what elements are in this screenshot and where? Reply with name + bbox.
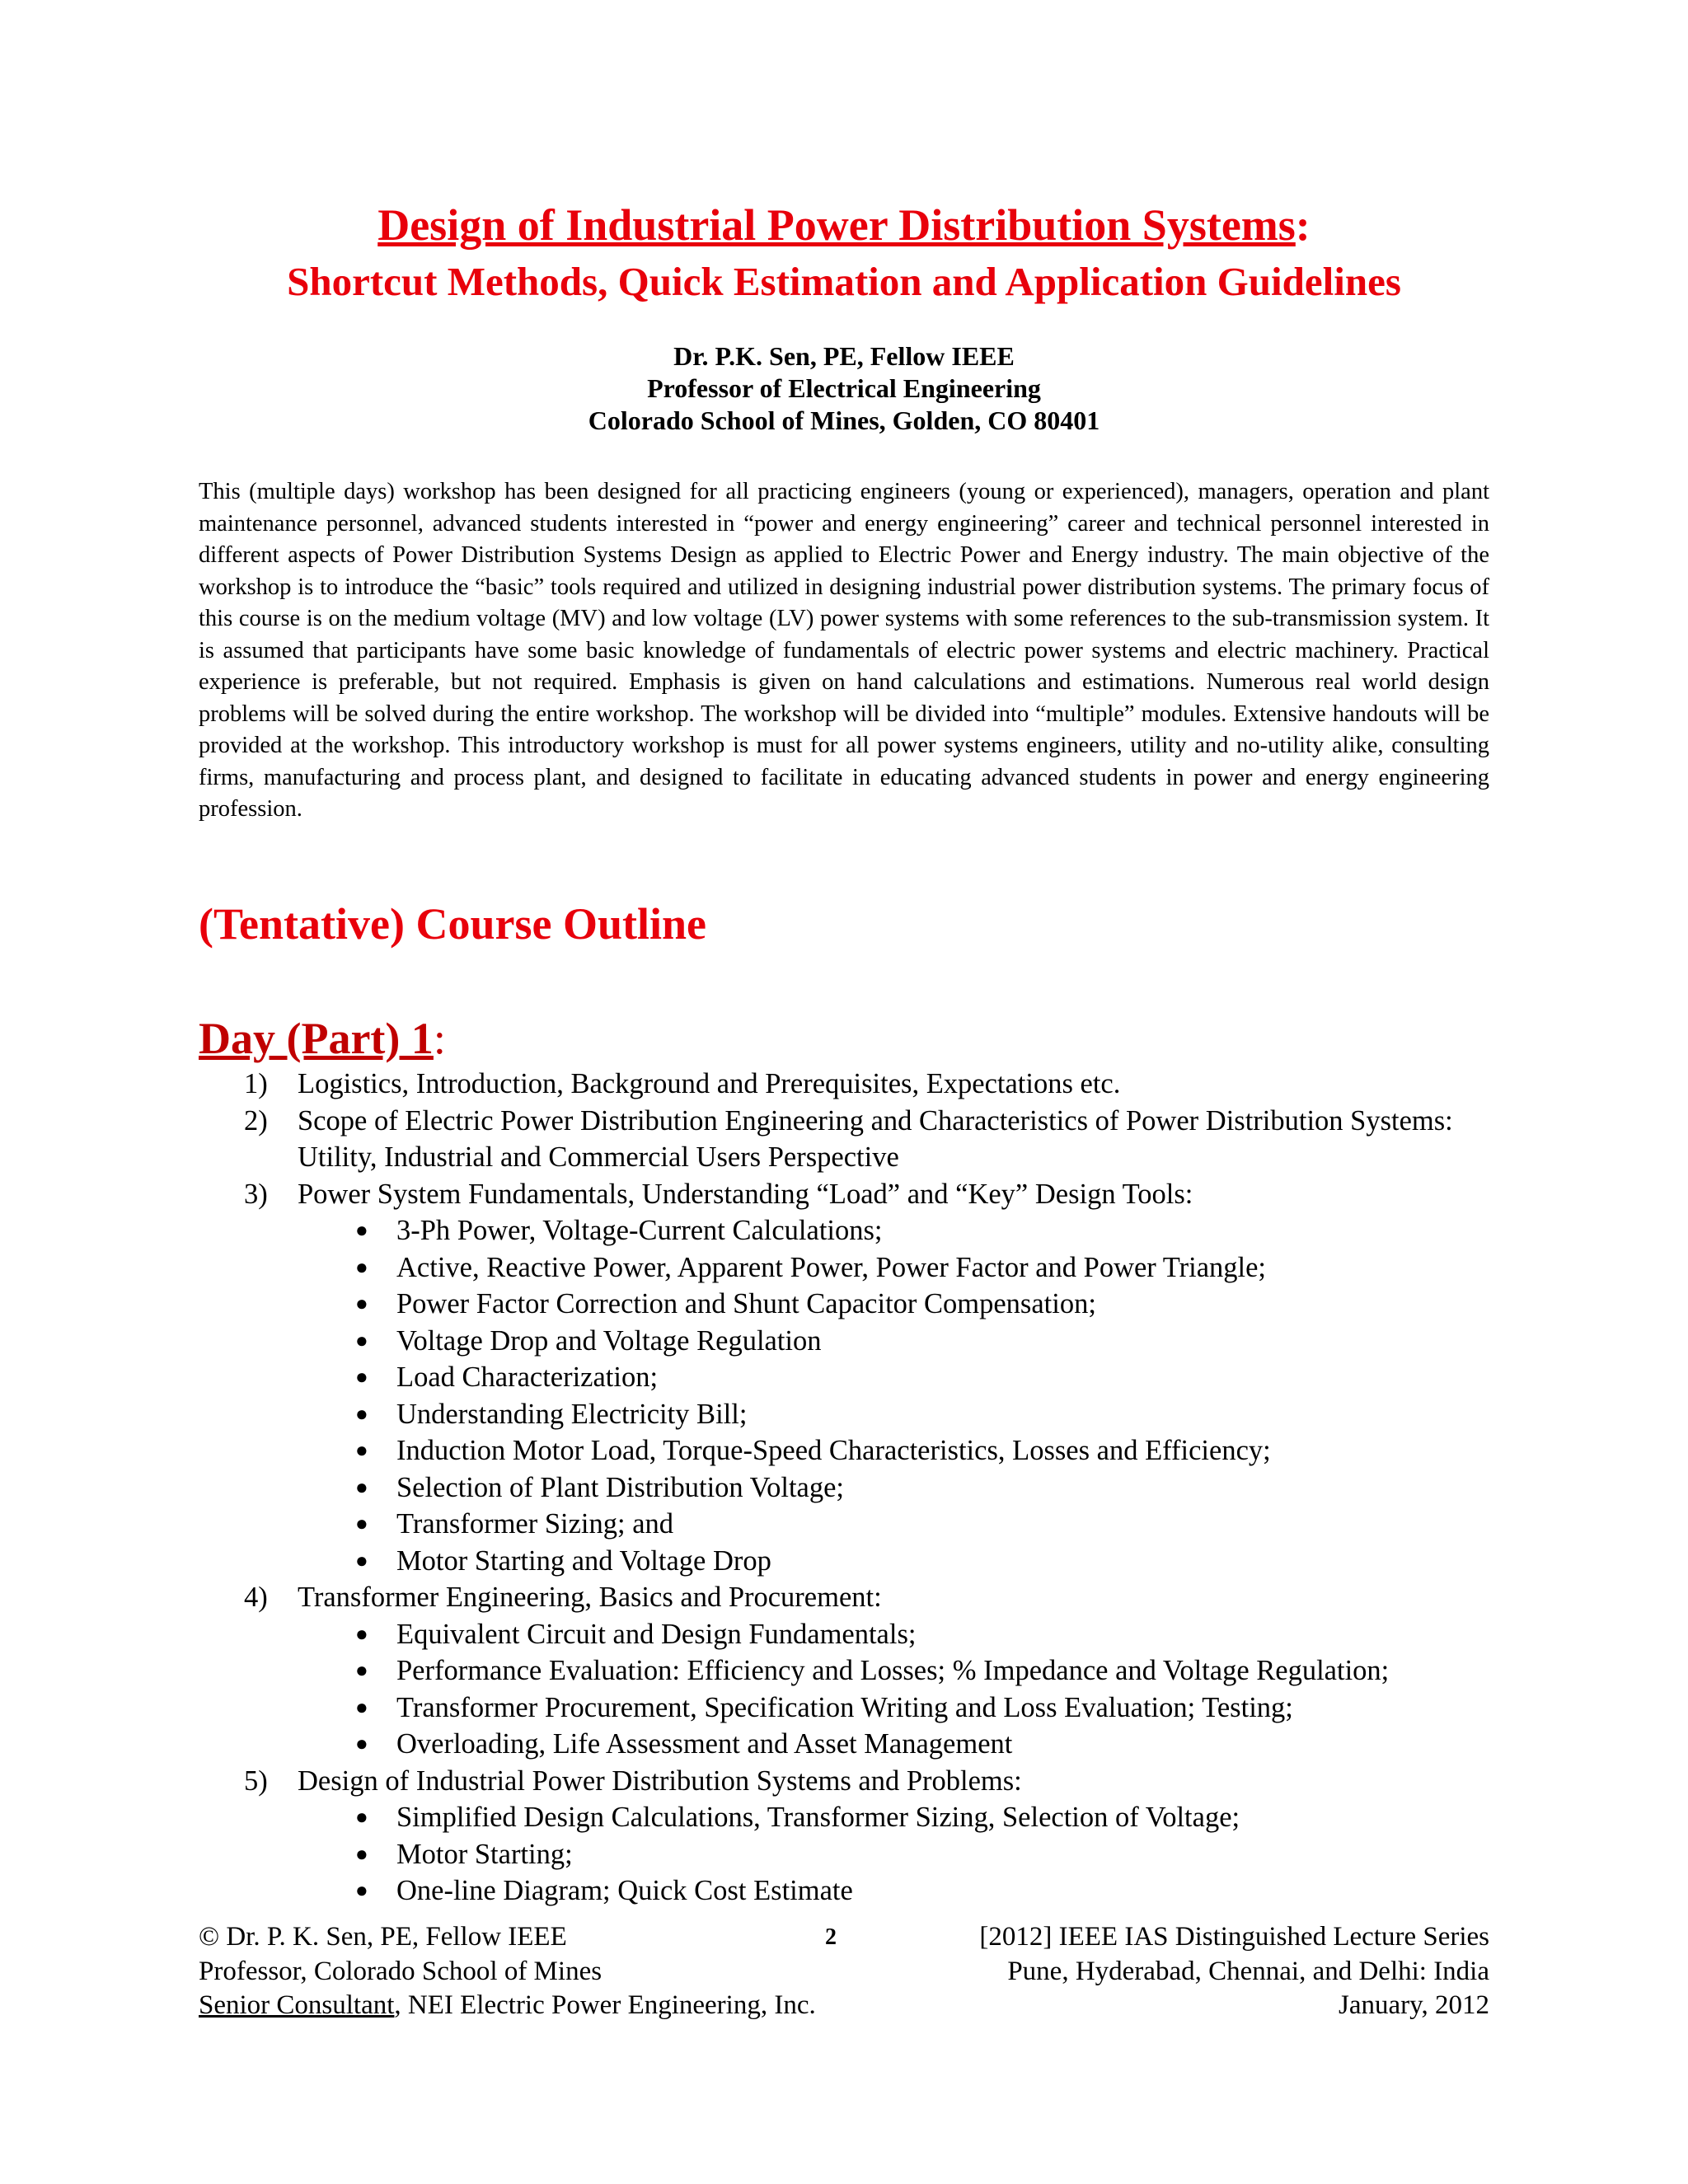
bullet-icon: ● — [355, 1805, 368, 1829]
bullet-icon: ● — [355, 1732, 368, 1755]
outline-sublist — [298, 1212, 1517, 1579]
page-footer — [199, 1920, 1489, 2027]
outline-subitem — [298, 1726, 1517, 1763]
outline-item-number: 1) — [244, 1068, 268, 1099]
outline-subitem-text: 3-Ph Power, Voltage-Current Calculations; — [396, 1215, 883, 1246]
footer-consultant-title: Senior Consultant — [199, 1990, 395, 2020]
footer-left — [199, 1920, 816, 2023]
title-main: Design of Industrial Power Distribution Systems — [377, 200, 1296, 250]
outline-subitem — [298, 1836, 1517, 1873]
course-outline-list — [199, 1066, 1517, 1910]
outline-subitem-text: Power Factor Correction and Shunt Capacitor Compensation; — [396, 1288, 1096, 1319]
author-block — [0, 340, 1688, 437]
footer-professor: Professor, Colorado School of Mines — [199, 1956, 603, 1986]
author-name: Dr. P.K. Sen, PE, Fellow IEEE — [673, 341, 1015, 371]
outline-item — [199, 1763, 1517, 1910]
outline-subitem-text: Selection of Plant Distribution Voltage; — [396, 1471, 845, 1503]
bullet-icon: ● — [355, 1548, 368, 1572]
day-colon: : — [433, 1014, 446, 1063]
outline-subitem — [298, 1872, 1517, 1910]
outline-subitem-text: Voltage Drop and Voltage Regulation — [396, 1324, 822, 1357]
outline-item-number: 5) — [244, 1765, 268, 1797]
footer-copyright: © Dr. P. K. Sen, PE, Fellow IEEE — [199, 1922, 567, 1952]
outline-subitem — [298, 1616, 1517, 1653]
day-heading — [199, 1011, 446, 1066]
bullet-icon: ● — [355, 1878, 368, 1902]
outline-subitem — [298, 1212, 1517, 1249]
outline-subitem-text: Transformer Sizing; and — [396, 1508, 674, 1540]
outline-subitem-text: Induction Motor Load, Torque-Speed Characteristics, Losses and Efficiency; — [396, 1435, 1271, 1466]
outline-item — [199, 1579, 1517, 1763]
outline-subitem-text: Active, Reactive Power, Apparent Power, Power Factor and Power Triangle; — [396, 1251, 1267, 1283]
footer-lecture-series: [2012] IEEE IAS Distinguished Lecture Series — [979, 1922, 1489, 1952]
outline-item-number: 3) — [244, 1178, 268, 1210]
outline-subitem-text: Overloading, Life Assessment and Asset Management — [396, 1728, 1013, 1760]
bullet-icon: ● — [355, 1694, 368, 1719]
bullet-icon: ● — [355, 1474, 368, 1499]
footer-right — [979, 1920, 1489, 2023]
outline-subitem-text: Equivalent Circuit and Design Fundamentals; — [396, 1618, 917, 1650]
outline-item-number: 4) — [244, 1582, 268, 1613]
outline-subitem — [298, 1396, 1517, 1433]
outline-subitem — [298, 1469, 1517, 1507]
author-affiliation: Colorado School of Mines, Golden, CO 80401 — [588, 405, 1100, 435]
outline-sublist — [298, 1799, 1517, 1910]
outline-subitem — [298, 1690, 1517, 1727]
outline-item-text: Scope of Electric Power Distribution Engineering and Characteristics of Power Distribution Systems: Utility, Industrial and Commercial Users Perspective — [298, 1104, 1453, 1173]
document-subtitle: Shortcut Methods, Quick Estimation and Application Guidelines — [287, 259, 1401, 304]
footer-consultant-company: , NEI Electric Power Engineering, Inc. — [394, 1990, 816, 2020]
outline-subitem — [298, 1652, 1517, 1690]
outline-item — [199, 1103, 1517, 1176]
outline-subitem-text: Understanding Electricity Bill; — [396, 1398, 748, 1430]
outline-item-text: Power System Fundamentals, Understanding “Load” and “Key” Design Tools: — [298, 1178, 1193, 1210]
outline-subitem — [298, 1286, 1517, 1323]
outline-item-text: Transformer Engineering, Basics and Procurement: — [298, 1582, 882, 1613]
outline-subitem — [298, 1432, 1517, 1469]
bullet-icon: ● — [355, 1621, 368, 1646]
outline-item-text: Logistics, Introduction, Background and Prerequisites, Expectations etc. — [298, 1068, 1121, 1099]
footer-locations: Pune, Hyderabad, Chennai, and Delhi: India — [1007, 1956, 1489, 1986]
bullet-icon: ● — [355, 1218, 368, 1242]
course-outline-heading: (Tentative) Course Outline — [199, 899, 706, 949]
outline-item-text: Design of Industrial Power Distribution Systems and Problems: — [298, 1765, 1022, 1797]
outline-item-number: 2) — [244, 1104, 268, 1137]
outline-subitem-text: Simplified Design Calculations, Transformer Sizing, Selection of Voltage; — [396, 1802, 1240, 1833]
outline-subitem-text: Transformer Procurement, Specification Writing and Loss Evaluation; Testing; — [396, 1691, 1293, 1723]
bullet-icon: ● — [355, 1291, 368, 1315]
title-colon: : — [1295, 200, 1311, 250]
outline-subitem-text: Performance Evaluation: Efficiency and Losses; % Impedance and Voltage Regulation; — [396, 1655, 1390, 1686]
outline-item — [199, 1066, 1517, 1103]
outline-subitem — [298, 1323, 1517, 1360]
bullet-icon: ● — [355, 1365, 368, 1389]
outline-subitem-text: Load Characterization; — [396, 1361, 659, 1393]
outline-subitem — [298, 1249, 1517, 1286]
outline-item — [199, 1176, 1517, 1580]
outline-subitem-text: Motor Starting; — [396, 1838, 573, 1870]
bullet-icon: ● — [355, 1841, 368, 1866]
outline-subitem-text: One-line Diagram; Quick Cost Estimate — [396, 1875, 853, 1906]
author-position: Professor of Electrical Engineering — [647, 373, 1041, 403]
outline-sublist — [298, 1616, 1517, 1763]
bullet-icon: ● — [355, 1401, 368, 1426]
outline-subitem-text: Motor Starting and Voltage Drop — [396, 1544, 771, 1577]
bullet-icon: ● — [355, 1254, 368, 1279]
day-label: Day (Part) 1 — [199, 1014, 434, 1063]
footer-consultant — [199, 1989, 816, 2023]
document-title — [0, 198, 1688, 252]
outline-subitem — [298, 1506, 1517, 1543]
bullet-icon: ● — [355, 1328, 368, 1352]
abstract-paragraph: This (multiple days) workshop has been designed for all practicing engineers (young or experienced), managers, operation and plant maintenance personnel, advanced students interested in “power and energy engineering” career and technical personnel interested in different aspects of Power Distribution Systems Design as applied to Electric Power and Energy industry. The main objective of the workshop is to introduce the “basic” tools required and utilized in designing industrial power distribution systems. The primary focus of this course is on the medium voltage (MV) and low voltage (LV) power systems with some references to the sub-transmission system. It is assumed that participants have some basic knowledge of fundamentals of electric power systems and electric machinery. Practical experience is preferable, but not required. Emphasis is given on hand calculations and estimations. Numerous real world design problems will be solved during the entire workshop. The workshop will be divided into “multiple” modules. Extensive handouts will be provided at the workshop. This introductory workshop is must for all power systems engineers, utility and no-utility alike, consulting firms, manufacturing and process plant, and designed to facilitate in educating advanced students in power and energy engineering profession. — [199, 479, 1489, 822]
footer-date: January, 2012 — [1339, 1990, 1489, 2020]
bullet-icon: ● — [355, 1658, 368, 1682]
outline-subitem — [298, 1359, 1517, 1396]
bullet-icon: ● — [355, 1511, 368, 1535]
outline-subitem — [298, 1543, 1517, 1580]
page-number: 2 — [825, 1924, 837, 1950]
outline-subitem — [298, 1799, 1517, 1836]
bullet-icon: ● — [355, 1438, 368, 1462]
